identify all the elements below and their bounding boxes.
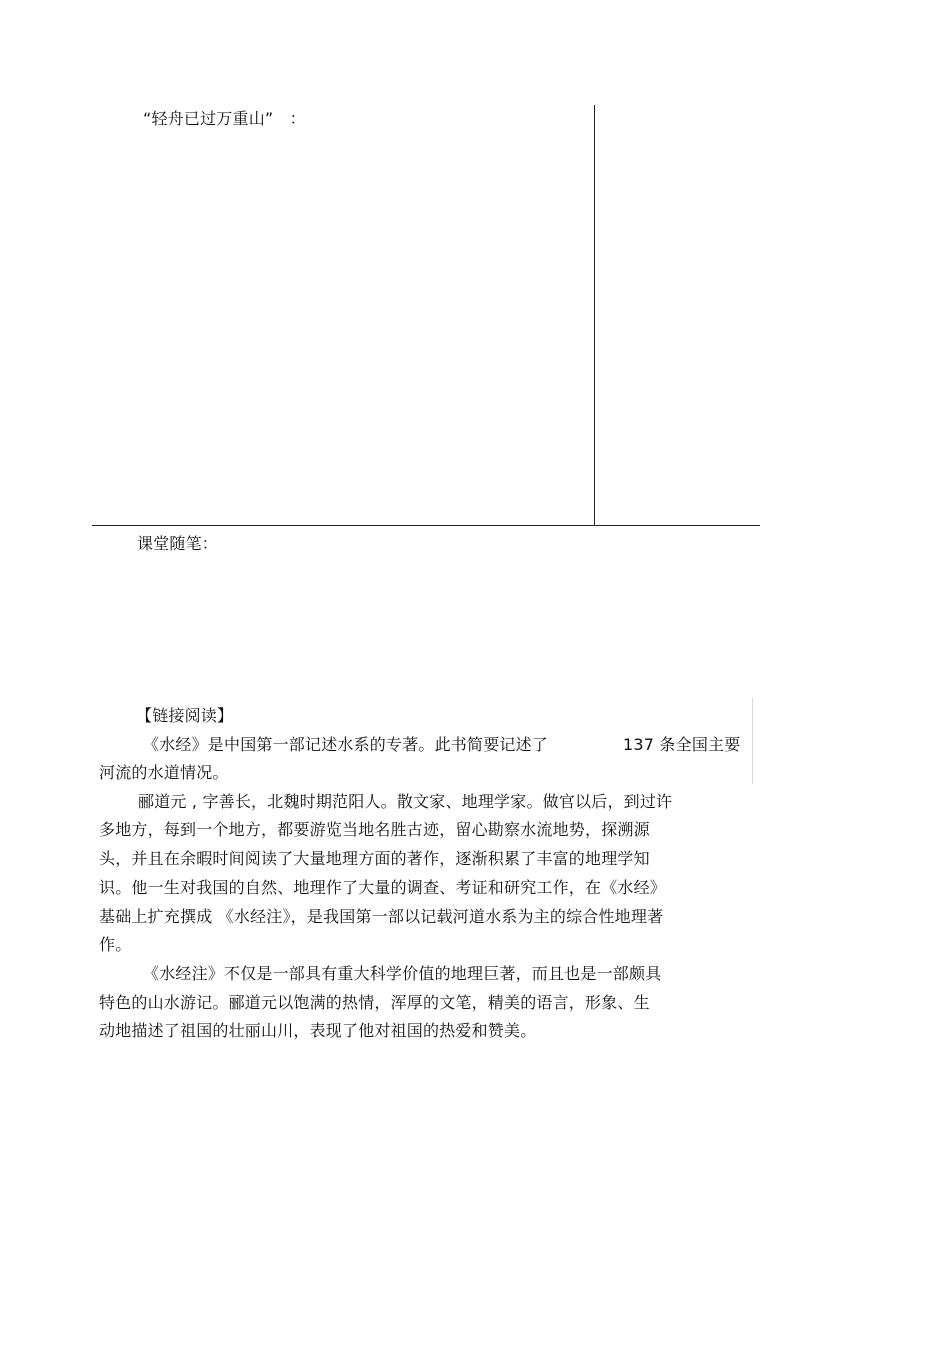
reading-p1-line1-a: 《水经》是中国第一部记述水系的专著。此书简要记述了 bbox=[143, 735, 549, 754]
reading-p3-line3: 动地描述了祖国的壮丽山川，表现了他对祖国的热爱和赞美。 bbox=[99, 1021, 537, 1040]
reading-p2-line5: 基础上扩充撰成 《水经注》，是我国第一部以记载河道水系为主的综合性地理著 bbox=[99, 907, 664, 926]
reading-p1-line2: 河流的水道情况。 bbox=[99, 763, 229, 782]
answer-prompt: “轻舟已过万重山” ： bbox=[143, 109, 306, 128]
reading-heading: 【链接阅读】 bbox=[136, 706, 234, 725]
reading-p2-line1: 郦道元 , 字善长，北魏时期范阳人。散文家、地理学家。做官以后，到过许 bbox=[138, 792, 673, 811]
reading-p1-line1-b: 137 条全国主要 bbox=[623, 735, 741, 754]
notes-label: 课堂随笔： bbox=[137, 534, 219, 553]
reading-p2-line2: 多地方，每到一个地方，都要游览当地名胜古迹，留心勘察水流地势，探溯源 bbox=[99, 820, 650, 839]
answer-box-bottom-border bbox=[92, 525, 760, 526]
reading-right-margin-line bbox=[752, 698, 753, 784]
reading-p3-line2: 特色的山水游记。郦道元以饱满的热情，浑厚的文笔，精美的语言，形象、生 bbox=[99, 993, 650, 1012]
reading-p2-line3: 头，并且在余暇时间阅读了大量地理方面的著作，逐渐积累了丰富的地理学知 bbox=[99, 849, 650, 868]
reading-p3-line1: 《水经注》不仅是一部具有重大科学价值的地理巨著，而且也是一部颇具 bbox=[143, 964, 662, 983]
answer-box-right-border bbox=[594, 105, 595, 526]
reading-p2-line4: 识。他一生对我国的自然、地理作了大量的调查、考证和研究工作，在《水经》 bbox=[99, 878, 667, 897]
reading-p2-line6: 作。 bbox=[99, 935, 132, 954]
